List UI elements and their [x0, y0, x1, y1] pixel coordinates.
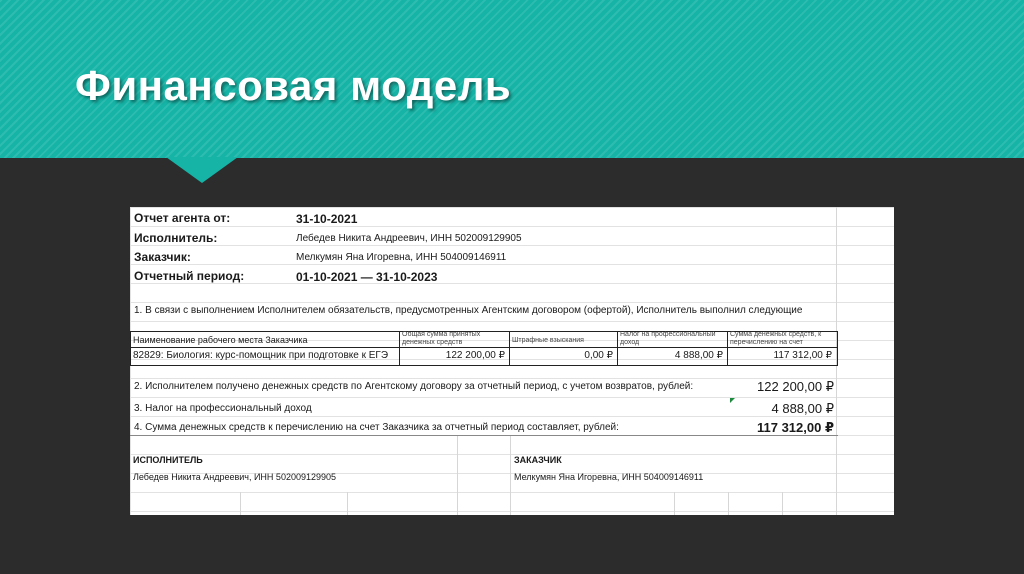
- period-label: Отчетный период:: [134, 269, 245, 283]
- table-header-payout: Сумма денежных средств, к перечислению на счет: [730, 331, 822, 346]
- table-header-tax: Налог на профессиональный доход: [620, 331, 716, 346]
- clause-2: 2. Исполнителем получено денежных средств по Агентскому договору за отчетный период, с учетом возвратов, рублей:: [134, 381, 694, 392]
- clause-4: 4. Сумма денежных средств к перечислению на счет Заказчика за отчетный период составляет, рублей:: [134, 422, 619, 433]
- table-header-penalties: Штрафные взыскания: [512, 337, 584, 344]
- slide-title: Финансовая модель: [75, 62, 512, 109]
- clause-3: 3. Налог на профессиональный доход: [134, 403, 312, 414]
- executor-label: Исполнитель:: [134, 231, 218, 245]
- table-header-workplace: Наименование рабочего места Заказчика: [133, 335, 308, 345]
- table-header-total: Общая сумма принятых денежных средств: [402, 331, 481, 346]
- signature-executor-heading: ИСПОЛНИТЕЛЬ: [133, 455, 203, 465]
- report-date-value: 31-10-2021: [296, 212, 358, 226]
- cell-comment-marker: [730, 398, 735, 403]
- clause-2-value: 122 200,00 ₽: [757, 379, 834, 394]
- signature-customer-name: Мелкумян Яна Игоревна, ИНН 504009146911: [514, 472, 704, 482]
- table-row-total: 122 200,00 ₽: [445, 350, 505, 361]
- table-row-payout: 117 312,00 ₽: [773, 350, 832, 361]
- signature-customer-heading: ЗАКАЗЧИК: [514, 455, 562, 465]
- table-row-workplace: 82829: Биология: курс-помощник при подготовке к ЕГЭ: [133, 350, 389, 361]
- clause-4-value: 117 312,00 ₽: [756, 420, 834, 435]
- header-notch: [166, 157, 238, 183]
- spreadsheet-image: [130, 207, 894, 515]
- clause-1: 1. В связи с выполнением Исполнителем обязательств, предусмотренных Агентским договором (офертой), Исполнитель выполнил следующие: [134, 305, 803, 316]
- customer-value: Мелкумян Яна Игоревна, ИНН 504009146911: [296, 252, 507, 263]
- signature-executor-name: Лебедев Никита Андреевич, ИНН 502009129905: [133, 472, 337, 482]
- report-date-label: Отчет агента от:: [134, 211, 231, 225]
- clause-3-value: 4 888,00 ₽: [771, 401, 834, 416]
- executor-value: Лебедев Никита Андреевич, ИНН 502009129905: [296, 233, 522, 244]
- customer-label: Заказчик:: [134, 250, 191, 264]
- table-row-penalties: 0,00 ₽: [584, 350, 613, 361]
- period-value: 01-10-2021 — 31-10-2023: [296, 270, 438, 284]
- table-row-tax: 4 888,00 ₽: [674, 350, 723, 361]
